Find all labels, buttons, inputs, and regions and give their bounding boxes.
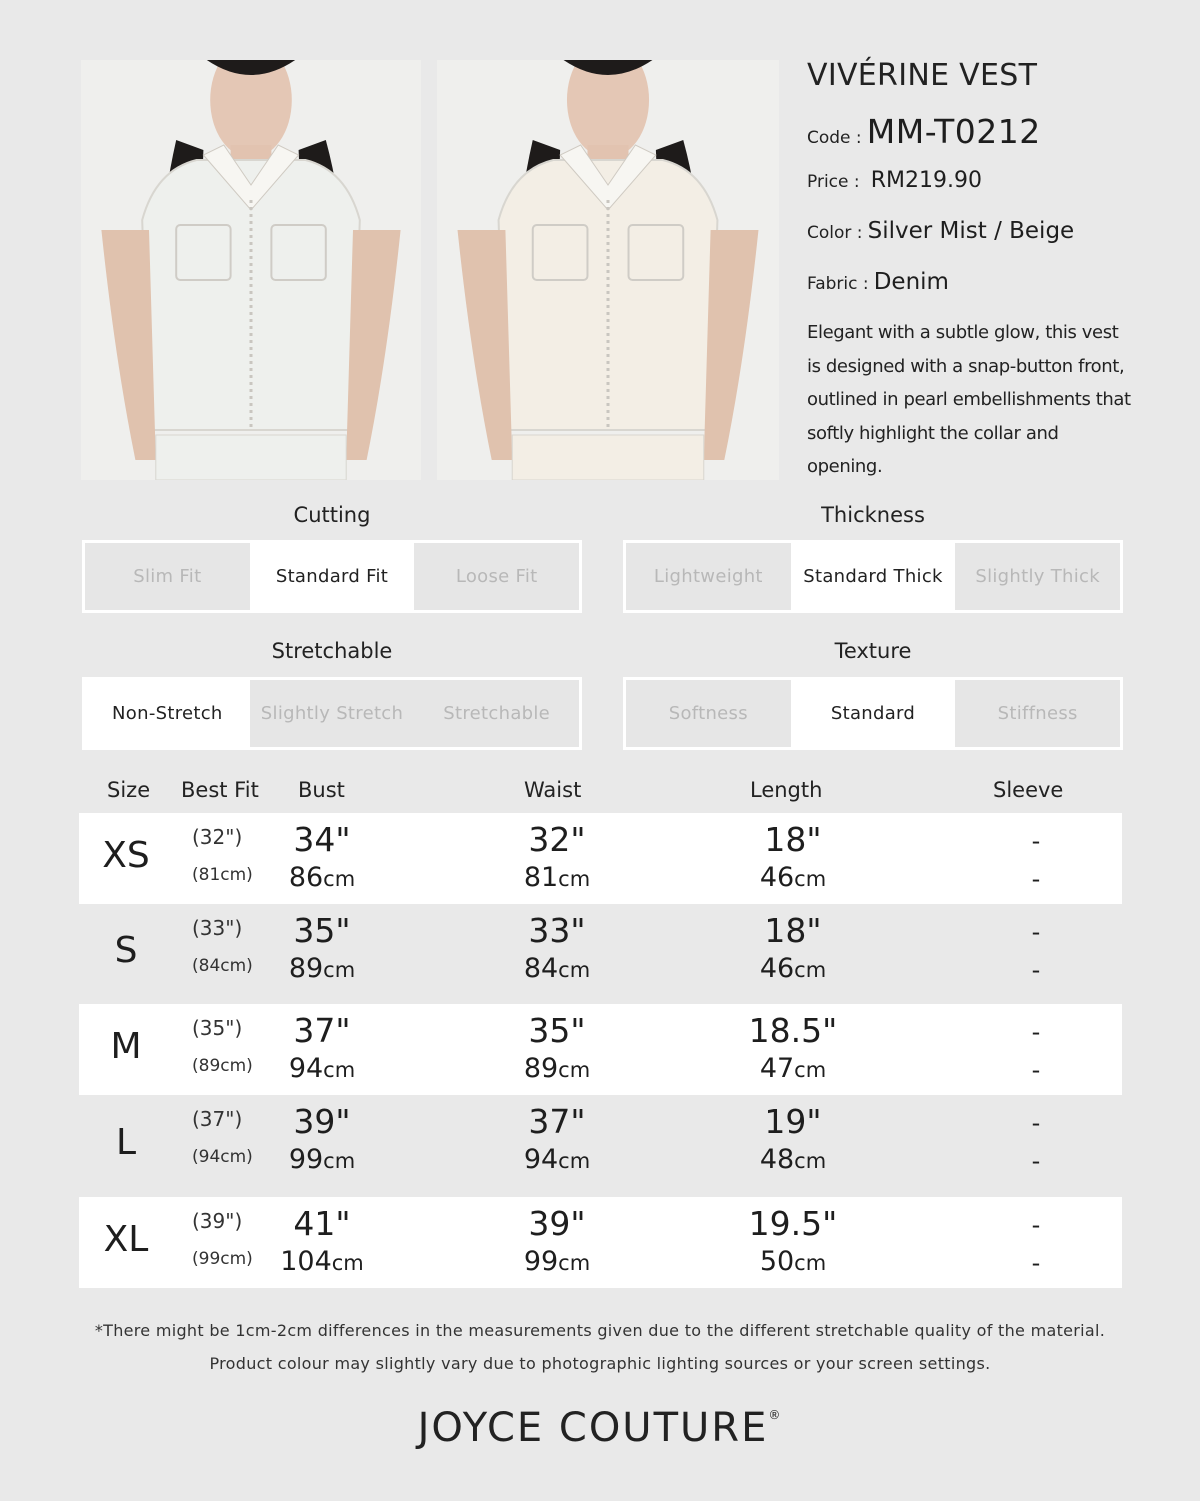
bust-cm-unit: cm [323,1058,356,1082]
size-label-text: XL [103,1218,149,1260]
thickness-option-standard-thick: Standard Thick [791,543,956,610]
length-cm [760,953,826,984]
color-label: Color : [807,223,863,243]
length-cm-value: 48 [759,1144,795,1175]
bust-inches: 37" [293,1011,351,1050]
size-label-text: L [115,1122,137,1163]
bust-cm-unit: cm [323,1149,356,1173]
waist-cm-value: 94 [523,1144,559,1175]
waist-inches: 39" [528,1204,586,1243]
size-label-text: M [110,1025,142,1067]
best-fit-cm: (99cm) [192,1249,253,1269]
sleeve-inches: - [1031,1109,1041,1137]
length-inches: 18.5" [748,1011,838,1050]
size-row-xl [79,1197,1122,1288]
waist-inches: 33" [528,911,586,950]
cutting-option-loose-fit: Loose Fit [455,566,538,587]
length-cm-unit: cm [794,958,827,982]
length-cm-value: 50 [759,1246,795,1277]
header-best-fit: Best Fit [181,778,259,802]
thickness-option-lightweight: Lightweight [653,566,763,587]
stretchable-title: Stretchable [271,639,393,663]
sleeve-inches: - [1031,1211,1041,1239]
bust-cm [289,862,355,893]
bust-cm-value: 89 [288,953,324,984]
length-inches: 18" [764,911,822,950]
code-label: Code : [807,128,862,148]
bust-cm-unit: cm [323,867,356,891]
texture-title: Texture [834,639,912,663]
waist-inches: 35" [528,1011,586,1050]
product-price: RM219.90 [870,168,982,193]
waist-cm [524,1053,590,1084]
length-cm [760,1246,826,1277]
bust-inches: 35" [293,911,351,950]
stretch-option-slightly-stretch: Slightly Stretch [260,703,404,724]
length-inches: 19.5" [748,1204,838,1243]
length-cm [760,1053,826,1084]
length-cm-value: 46 [759,862,795,893]
waist-cm-unit: cm [558,958,591,982]
sleeve-inches: - [1031,1018,1041,1046]
sleeve-inches: - [1031,918,1041,946]
sleeve-cm: - [1031,956,1041,984]
length-cm-unit: cm [794,1251,827,1275]
size-row-s [79,904,1122,1004]
bust-cm [289,1053,355,1084]
waist-cm-unit: cm [558,867,591,891]
stretch-option-stretchable: Stretchable [443,703,551,724]
texture-option-standard: Standard [791,680,956,747]
waist-cm [524,1144,590,1175]
length-cm-unit: cm [794,1058,827,1082]
length-cm [760,1144,826,1175]
sleeve-inches: - [1031,827,1041,855]
length-cm-value: 47 [759,1053,795,1084]
best-fit-cm: (81cm) [192,865,253,885]
size-row-xs [79,813,1122,904]
product-name: VIVÉRINE VEST [807,58,1038,93]
stretchable-selector [82,677,582,750]
product-info [807,58,1187,477]
stretch-option-non-stretch: Non-Stretch [85,680,250,747]
size-row-l [79,1095,1122,1197]
thickness-selector [623,540,1123,613]
price-label: Price : [807,172,860,192]
cutting-selector [82,540,582,613]
cutting-option-standard-fit: Standard Fit [250,543,415,610]
size-row-m [79,1004,1122,1095]
size-label-text: S [114,930,138,971]
length-cm [760,862,826,893]
length-cm-unit: cm [794,1149,827,1173]
waist-inches: 32" [528,820,586,859]
cutting-title: Cutting [293,503,371,527]
bust-cm-value: 104 [280,1246,332,1277]
product-description: Elegant with a subtle glow, this vest is designed with a snap-button front, outlined in pearl embellishments that softly highlight the collar and opening. [807,322,1131,477]
sleeve-cm: - [1031,1147,1041,1175]
best-fit-inches: (35") [192,1016,243,1040]
colour-note: Product colour may slightly vary due to photographic lighting sources or your screen settings. [209,1354,991,1373]
waist-cm-value: 81 [523,862,559,893]
texture-option-softness: Softness [668,703,748,724]
waist-cm [524,1246,590,1277]
bust-cm-unit: cm [331,1251,364,1275]
model-photo-silver-mist [81,60,421,480]
cutting-option-slim-fit: Slim Fit [133,566,202,587]
best-fit-cm: (84cm) [192,956,253,976]
best-fit-inches: (37") [192,1107,243,1131]
sleeve-cm: - [1031,865,1041,893]
waist-cm-unit: cm [558,1251,591,1275]
header-sleeve: Sleeve [993,778,1064,802]
brand-name: JOYCE COUTURE [417,1405,769,1451]
product-fabric: Denim [873,269,949,295]
bust-inches: 41" [293,1204,351,1243]
header-size: Size [107,778,151,802]
bust-inches: 39" [293,1102,351,1141]
length-cm-value: 46 [759,953,795,984]
thickness-option-slightly-thick: Slightly Thick [975,566,1100,587]
best-fit-inches: (33") [192,916,243,940]
bust-cm [280,1246,364,1277]
product-code-row [807,112,1041,151]
texture-selector [623,677,1123,750]
waist-cm-value: 89 [523,1053,559,1084]
product-color: Silver Mist / Beige [867,218,1075,244]
fabric-label: Fabric : [807,274,869,294]
waist-inches: 37" [528,1102,586,1141]
waist-cm [524,953,590,984]
waist-cm-value: 99 [523,1246,559,1277]
product-code: MM-T0212 [866,112,1041,151]
best-fit-inches: (32") [192,825,243,849]
length-inches: 19" [764,1102,822,1141]
bust-inches: 34" [293,820,351,859]
product-fabric-row [807,269,949,295]
product-color-row [807,218,1074,244]
waist-cm-unit: cm [558,1149,591,1173]
sleeve-cm: - [1031,1056,1041,1084]
bust-cm-value: 94 [288,1053,324,1084]
best-fit-cm: (94cm) [192,1147,253,1167]
registered-mark: ® [768,1408,783,1422]
header-length: Length [750,778,823,802]
header-waist: Waist [524,778,582,802]
waist-cm-unit: cm [558,1058,591,1082]
waist-cm [524,862,590,893]
brand-logo [0,1405,1200,1451]
bust-cm-unit: cm [323,958,356,982]
best-fit-cm: (89cm) [192,1056,253,1076]
size-label-text: XS [102,834,150,876]
texture-option-stiffness: Stiffness [997,703,1078,724]
waist-cm-value: 84 [523,953,559,984]
measurement-note: *There might be 1cm-2cm differences in the measurements given due to the different stretchable quality of the material. [94,1321,1106,1340]
bust-cm [289,953,355,984]
model-photo-beige [437,60,779,480]
best-fit-inches: (39") [192,1209,243,1233]
thickness-title: Thickness [821,503,925,527]
product-price-row [807,168,982,193]
length-inches: 18" [764,820,822,859]
length-cm-unit: cm [794,867,827,891]
bust-cm-value: 86 [288,862,324,893]
bust-cm [289,1144,355,1175]
sleeve-cm: - [1031,1249,1041,1277]
header-bust: Bust [298,778,345,802]
bust-cm-value: 99 [288,1144,324,1175]
